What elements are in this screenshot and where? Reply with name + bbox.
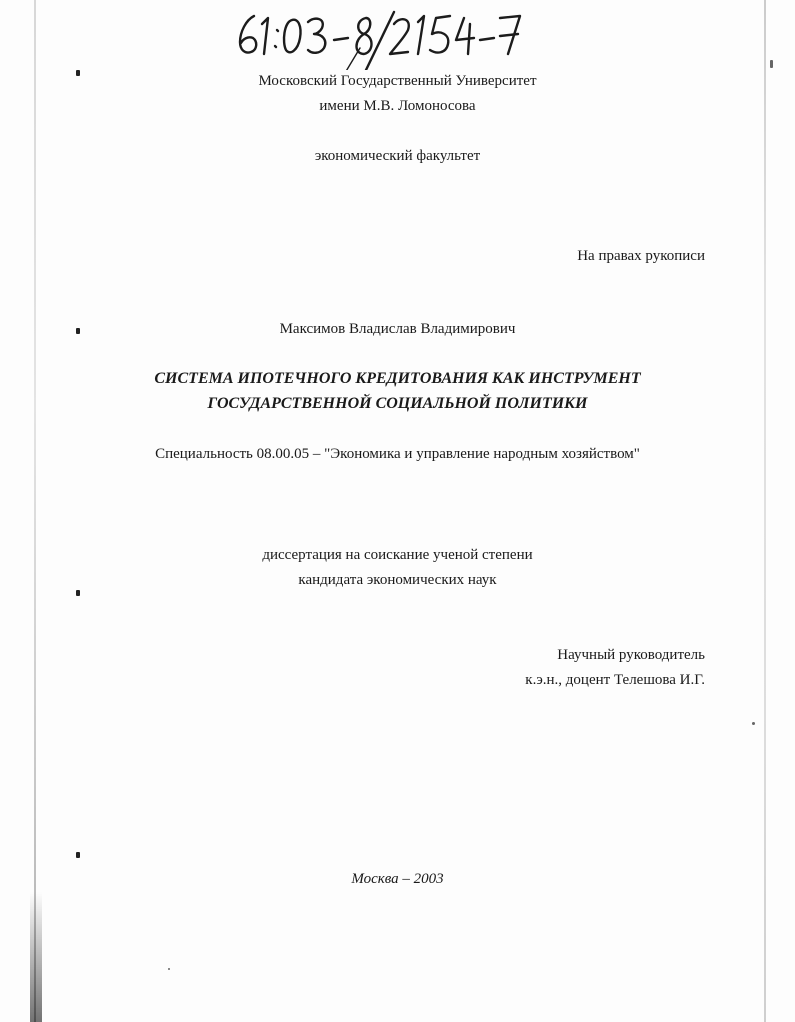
city-year: Москва – 2003 [351,871,444,887]
manuscript-note: На правах рукописи [577,248,705,264]
speciality: Специальность 08.00.05 – "Экономика и управление народным хозяйством" [155,446,640,462]
handwritten-archive-code [232,6,522,70]
university-name-line2: имени М.В. Ломоносова [319,98,476,114]
scan-speck [770,60,773,68]
scan-speck [168,968,170,970]
binding-mark [76,852,80,858]
supervisor-name: к.э.н., доцент Телешова И.Г. [525,672,705,688]
dissertation-title-line1: СИСТЕМА ИПОТЕЧНОГО КРЕДИТОВАНИЯ КАК ИНСТРУМЕНТ [154,370,641,387]
degree-line2: кандидата экономических наук [298,572,497,588]
faculty-name: экономический факультет [314,148,481,164]
scan-shadow-bottom [30,892,42,1022]
dissertation-title-line2: ГОСУДАРСТВЕННОЙ СОЦИАЛЬНОЙ ПОЛИТИКИ [207,395,588,412]
university-name: Московский Государственный Университет [258,73,537,89]
binding-mark [76,590,80,596]
author-name: Максимов Владислав Владимирович [279,321,516,337]
degree-line1: диссертация на соискание ученой степени [262,547,533,563]
supervisor-label: Научный руководитель [557,647,705,663]
scan-speck [752,722,755,725]
